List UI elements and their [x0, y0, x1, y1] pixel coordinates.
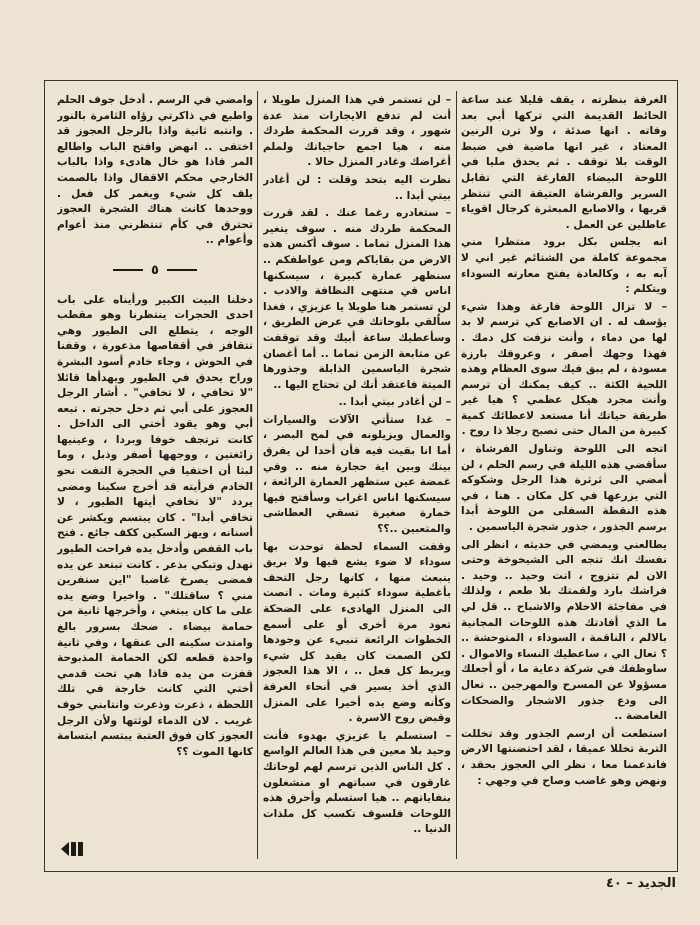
paragraph: وامضي في الرسم . أدخل جوف الحلم واطبع في ذاكرتي رؤاه الثامرة بالنور . وانتبه ثانية واذا بالرجل العجوز قد اختفى .. انهض وافتح الباب واطالع المر فاذا هو خال هادىء واذا بالباب الخارجي محكم الاقفال واذا بالصمت يلف كل شيء ويغمر كل فعل . ووحدها كانت هناك الشجرة العجوز تحترق في كأم تنتظرني منذ أعوام وأعوام .. [57, 94, 253, 247]
page-footer: الجديد – ٤٠ [605, 876, 676, 891]
paragraph: – لن أغادر بيتي أبدا .. [338, 396, 451, 409]
paragraph: دخلنا البيت الكبير ورأيناه على باب احدى الحجرات ينتظرنا وهو مقطب الوجه ، يتطلع الى الطيور وهي تتقافز في أقفاصها مذعورة ، وقفنا في الحوش ، وجاء خادم أسود البشرة وراح يحدق في الطيور ويهدأها قائلا "لا تخافي ، لا تخافي" . أشار الرجل العجوز على أبي ثم دخل حجرته . تبعه أبي وهو يقود أختي الى الداخل . كانت ترتجف خوفا وبردا ، وعينيها زائغتين ، ووجهها أصفر وذبل ، وما لبثا أن اختفيا في الحجرة التفت نحو الخادم فرأيته قد أخرج سكينا ومضى يردد "لا تخافي أيتها الطيور ، لا تخافي أبدا" . كان يبتسم ويكشر عن أسنانه ، ويهز السكين ككف جائع . فتح باب القفص وأدخل يده فراحت الطيور تهدل وتبكي بذعر . كانت تبتعد عن يده فمضى يصرخ غاضبا "اين ستفرين مني ؟ ساقتلك" . واخيرا وضع يده على ما كان يبتغي ، وأخرجها ثانية من حمامة بيضاء . ضحك بسرور بالغ وامتدت سكينه الى عنقها ، وفي ثانية واحدة قطعه لكن الحمامة المذبوحة قفزت من يده فاذا هي تحت قدمي أختي التي كانت خارجة في تلك اللحظة ، ذعرت وذعرت وانتابني خوف غريب . لان الدماء لوثتها ولأن الرجل العجوز كان فوق العتبة يبتسم ابتسامة كانها الموت ؟؟ [57, 293, 253, 758]
section-number: ٥ [57, 263, 253, 279]
paragraph: نظرت اليه بتحد وقلت : لن أغادر بيتي أبدا .. [263, 173, 451, 202]
paragraph: – استسلم يا عزيزي بهدوء فأنت وحيد بلا معين في هذا العالم الواسع . كل الناس الذين ترسم لهم لوحاتك غارقون في سباتهم او منشغلون بنفاياتهم .. هيا استسلم وأحرق هذه اللوحات فلسوف تكسب كل ملذات الدنيا .. [263, 729, 451, 836]
paragraph: وقفت السماء لحظة توحدت بها سوداء لا ضوء يشع فيها ولا بريق ينبعث منها ، كانها رجل التحف بأغطية سوداء كثيرة ومات . انصت الى المنزل الهادىء على الضحكة تعود مرة أخرى أو على أسمع الخطوات الرائعة تنبيء عن وجودها لكن الصمت كان يقيد كل شيء ويربط كل فعل .. ، الا هذا العجوز الذي أخذ يسير في أنحاء الغرفة وكأنه وضع يده أخيرا على المنزل وقبض روح الاسرة . [263, 540, 451, 725]
paragraph: – لا تزال اللوحة فارغة وهذا شيء يؤسف له . ان الاصابع كي ترسم لا بد لها من دماء ، وأنت نزفت كل دمك . فهذا وجهك أصفر ، وعروقك بارزة مسودة ، لم يبق فيك سوى العظام وهذه اللحية الكثة .. كيف يمكنك أن ترسم وأنت مجرد هيكل عظمي ؟ هيا غير طريقة حياتك أنا مستعد لاعطائك كمية كبيرة من المال حتى تصبح رجلا ذا روح . [461, 300, 667, 438]
column-middle [263, 93, 451, 853]
column-left [57, 93, 253, 853]
column-divider [257, 91, 258, 859]
column-divider [456, 91, 457, 859]
paragraph: – ستغادره رغما عنك . لقد قررت المحكمة طردك منه . سوف يتغير هذا المنزل تماما . سوف أكنس هذه الارض من بقاياكم ومن عواطفكم .. سنظهر عمارة كبيرة ، سيسكنها اناس في منتهى النظافة والادب . لن تستمر هنا طويلا يا عزيزي ، فغدا ساُلقي بلوحاتك في عرض الطريق ، وسأعطيك ساعة أبيك وقد توقفت عن متابعة الزمن تماما .. أما أغصان شجرة الياسمين الذابلة وجذورها الميتة فاعتقد أنك لن تحتاج اليها .. [263, 207, 451, 391]
paragraph: – لن تستمر في هذا المنزل طويلا ، أنت لم تدفع الايجارات منذ عدة شهور ، وقد قررت المحكمة طردك منه ، هيا اجمع حاجياتك ولملم أغراضك وغادر المنزل حالا . [263, 94, 451, 169]
paragraph: انه يجلس بكل برود منتظرا مني مجموعة كاملة من الشتائم غير اني لا آبه به ، وكالعادة يفتح معارته السوداء ويتكلم : [461, 236, 667, 296]
paragraph: يطالعني ويمضي في حديثه ، انظر الى نفسك انك تتجه الى الشيخوخة وحتى الان لم تتزوج ، انت وحيد .. وحيد . فراشك بارد ولقمتك بلا طعم ، ولذلك في مفاجئة الاحلام والاشباح .. قل لي ما الذي أفادتك هذه اللوحات المجانية بالالم ، الناقمة ، السوداء ، المتوحشة .. ؟ تعال الي ، ساعطيك النساء والاموال . ساوظفك في شركة دعاية ما ، أو أجعلك مسؤولا عن المسرح والمهرجين .. تعال الى ودع جذور الاشجار والضحكات الغامضة .. [461, 538, 667, 723]
paragraph: – غدا ستأتي الآلات والسيارات والعمال ويزيلونه في لمح البصر ، أما انا بقيت فيه فأن أحدا لن يفرق بينك وبين اية حجارة منه .. وفي غمضة عين ستظهر العمارة الرائعة ، سيسكنها اناس اغراب وسأفتح فيها خمارة صغيرة تسقي العطاشى والمتعبين ..؟؟ [263, 413, 451, 536]
article-frame [44, 80, 678, 872]
end-mark-icon [61, 841, 85, 857]
column-right [461, 93, 667, 853]
paragraph: اتجه الى اللوحة وتناول الفرشاة ، سأقضي هذه الليلة في رسم الحلم ، لن أمضي الى ثرثرة هذا الرجل وشكوكه التي يزرعها في كل مكان . هنا ، في هذه النقطة السفلى من اللوحة أبدا برسم الجذور ، جذور شجرة الياسمين . [461, 443, 667, 534]
paragraph: الغرفة بنظرته ، يقف قليلا عند ساعة الحائط القديمة التي تركها أبي بعد وفاته . انها صدئة ، ولا ترن الرنين المعتاد ، غير انها ماضية في ضبط الوقت بلا توقف . ثم يحدق مليا في اللوحة البيضاء الفارغة التي تقابل السرير والفرشاة العتيقة التي تنتظر قربها ، والاصابع المبعثرة كرجال اقوياء عاطلين عن العمل . [461, 94, 667, 231]
paragraph: استطعت أن ارسم الجذور وقد تخللت التربة تخللا عميقا ، لقد احتضنتها الارض فاندعمنا معا ، نظر الي العجوز بحقد ، ونهض وهو غاضب وصاح في وجهي : [461, 727, 667, 787]
